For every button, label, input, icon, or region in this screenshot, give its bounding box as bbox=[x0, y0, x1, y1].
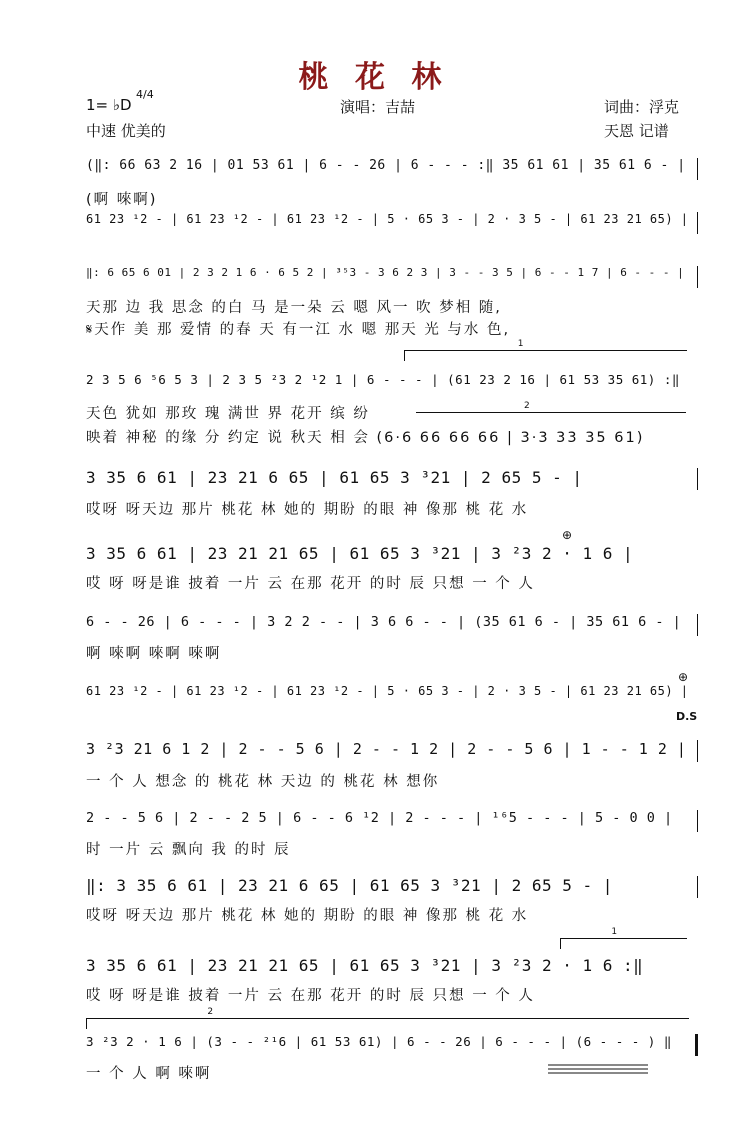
song-title: 桃 花 林 bbox=[298, 60, 450, 95]
volta-number: 2 bbox=[207, 1007, 214, 1017]
lyric-line: 天色 犹如 那玫 瑰 满世 界 花开 缤 纷 bbox=[86, 406, 370, 422]
notation-line: (‖: 66 63 2 16 | 01 53 61 | 6 - - 26 | 6 - - - :‖ 35 61 61 | 35 61 6 - | bbox=[86, 158, 686, 173]
lyric-line: 哎呀 呀天边 那片 桃花 林 她的 期盼 的眼 神 像那 桃 花 水 bbox=[86, 502, 529, 518]
performer-credit: 演唱：吉喆 bbox=[340, 98, 416, 116]
volta-bracket-2 bbox=[86, 1007, 689, 1029]
volta-bracket-1 bbox=[404, 339, 687, 361]
volta-number: 1 bbox=[517, 339, 524, 349]
time-signature-value: 4/4 bbox=[136, 88, 154, 101]
time-signature bbox=[136, 90, 154, 100]
barline bbox=[697, 158, 699, 180]
volta-bracket-1 bbox=[560, 927, 687, 949]
lyric-line: 啊 唻啊 唻啊 唻啊 bbox=[86, 646, 222, 662]
composer-credit: 词曲：浮克 bbox=[604, 98, 680, 116]
coda-sign-icon: ⊕ bbox=[562, 528, 573, 542]
notation-line: ‖: 3 35 6 61 | 23 21 6 65 | 61 65 3 ³21 | 2 65 5 - | bbox=[86, 876, 613, 895]
lyric-line: 时 一片 云 飘向 我 的时 辰 bbox=[86, 842, 291, 858]
lyric-line: (啊 唻啊) bbox=[86, 192, 158, 208]
barline bbox=[697, 468, 699, 490]
lyric-line: 一 个 人 啊 唻啊 bbox=[86, 1066, 212, 1082]
notation-line: 6 - - 26 | 6 - - - | 3 2 2 - - | 3 6 6 - - | (35 61 6 - | 35 61 6 - | bbox=[86, 614, 682, 630]
barline bbox=[697, 876, 699, 898]
lyric-line: 哎 呀 呀是谁 披着 一片 云 在那 花开 的时 辰 只想 一 个 人 bbox=[86, 576, 535, 592]
notation-line: 61 23 ¹2 - | 61 23 ¹2 - | 61 23 ¹2 - | 5 · 65 3 - | 2 · 3 5 - | 61 23 21 65) | bbox=[86, 684, 689, 698]
lyric-line: 天那 边 我 思念 的白 马 是一朵 云 嗯 风一 吹 梦相 随, bbox=[86, 300, 502, 316]
notation-line: 2 - - 5 6 | 2 - - 2 5 | 6 - - 6 ¹2 | 2 - - - | ¹⁶5 - - - | 5 - 0 0 | bbox=[86, 810, 673, 826]
final-barline bbox=[695, 1034, 698, 1056]
lyric-line: 映着 神秘 的缘 分 约定 说 秋天 相 会 (6·6 66 66 66 | 3·3 33 35 61) bbox=[86, 430, 645, 446]
notation-line: 3 ²3 21 6 1 2 | 2 - - 5 6 | 2 - - 1 2 | 2 - - 5 6 | 1 - - 1 2 | bbox=[86, 740, 687, 758]
barline bbox=[697, 212, 699, 234]
notation-line: 2 3 5 6 ⁵6 5 3 | 2 3 5 ²3 2 ¹2 1 | 6 - - - | (61 23 2 16 | 61 53 35 61) :‖ bbox=[86, 372, 680, 387]
fade-out-decrescendo-icon bbox=[548, 1062, 648, 1076]
notation-line: ‖: 6 65 6 01 | 2 3 2 1 6 · 6 5 2 | ³⁵3 - 3 6 2 3 | 3 - - 3 5 | 6 - - 1 7 | 6 - - - | bbox=[86, 266, 685, 279]
key-signature: 1= ♭D bbox=[86, 96, 132, 114]
volta-number: 1 bbox=[611, 927, 618, 937]
notation-line: 3 35 6 61 | 23 21 21 65 | 61 65 3 ³21 | 3 ²3 2 · 1 6 :‖ bbox=[86, 956, 644, 975]
barline bbox=[697, 266, 699, 288]
barline bbox=[697, 810, 699, 832]
lyric-line: 哎 呀 呀是谁 披着 一片 云 在那 花开 的时 辰 只想 一 个 人 bbox=[86, 988, 535, 1004]
lyric-line: 哎呀 呀天边 那片 桃花 林 她的 期盼 的眼 神 像那 桃 花 水 bbox=[86, 908, 529, 924]
transcriber-credit: 天恩 记谱 bbox=[604, 122, 669, 140]
lyric-line: 一 个 人 想念 的 桃花 林 天边 的 桃花 林 想你 bbox=[86, 774, 440, 790]
volta-number: 2 bbox=[524, 401, 530, 411]
notation-line: 3 ²3 2 · 1 6 | (3 - - ²¹6 | 61 53 61) | 6 - - 26 | 6 - - - | (6 - - - ) ‖ bbox=[86, 1034, 672, 1049]
volta-bracket-2 bbox=[416, 401, 686, 423]
coda-sign-icon: ⊕ bbox=[678, 670, 689, 684]
tempo-marking: 中速 优美的 bbox=[86, 122, 166, 140]
barline bbox=[697, 614, 699, 636]
notation-line: 61 23 ¹2 - | 61 23 ¹2 - | 61 23 ¹2 - | 5 · 65 3 - | 2 · 3 5 - | 61 23 21 65) | bbox=[86, 212, 689, 226]
notation-line: 3 35 6 61 | 23 21 6 65 | 61 65 3 ³21 | 2 65 5 - | bbox=[86, 468, 583, 487]
barline bbox=[697, 740, 699, 762]
notation-line: 3 35 6 61 | 23 21 21 65 | 61 65 3 ³21 | 3 ²3 2 · 1 6 | bbox=[86, 544, 634, 563]
dal-segno-mark: D.S bbox=[676, 710, 698, 723]
lyric-line: 𝄋天作 美 那 爱情 的春 天 有一江 水 嗯 那天 光 与水 色, bbox=[86, 322, 511, 338]
